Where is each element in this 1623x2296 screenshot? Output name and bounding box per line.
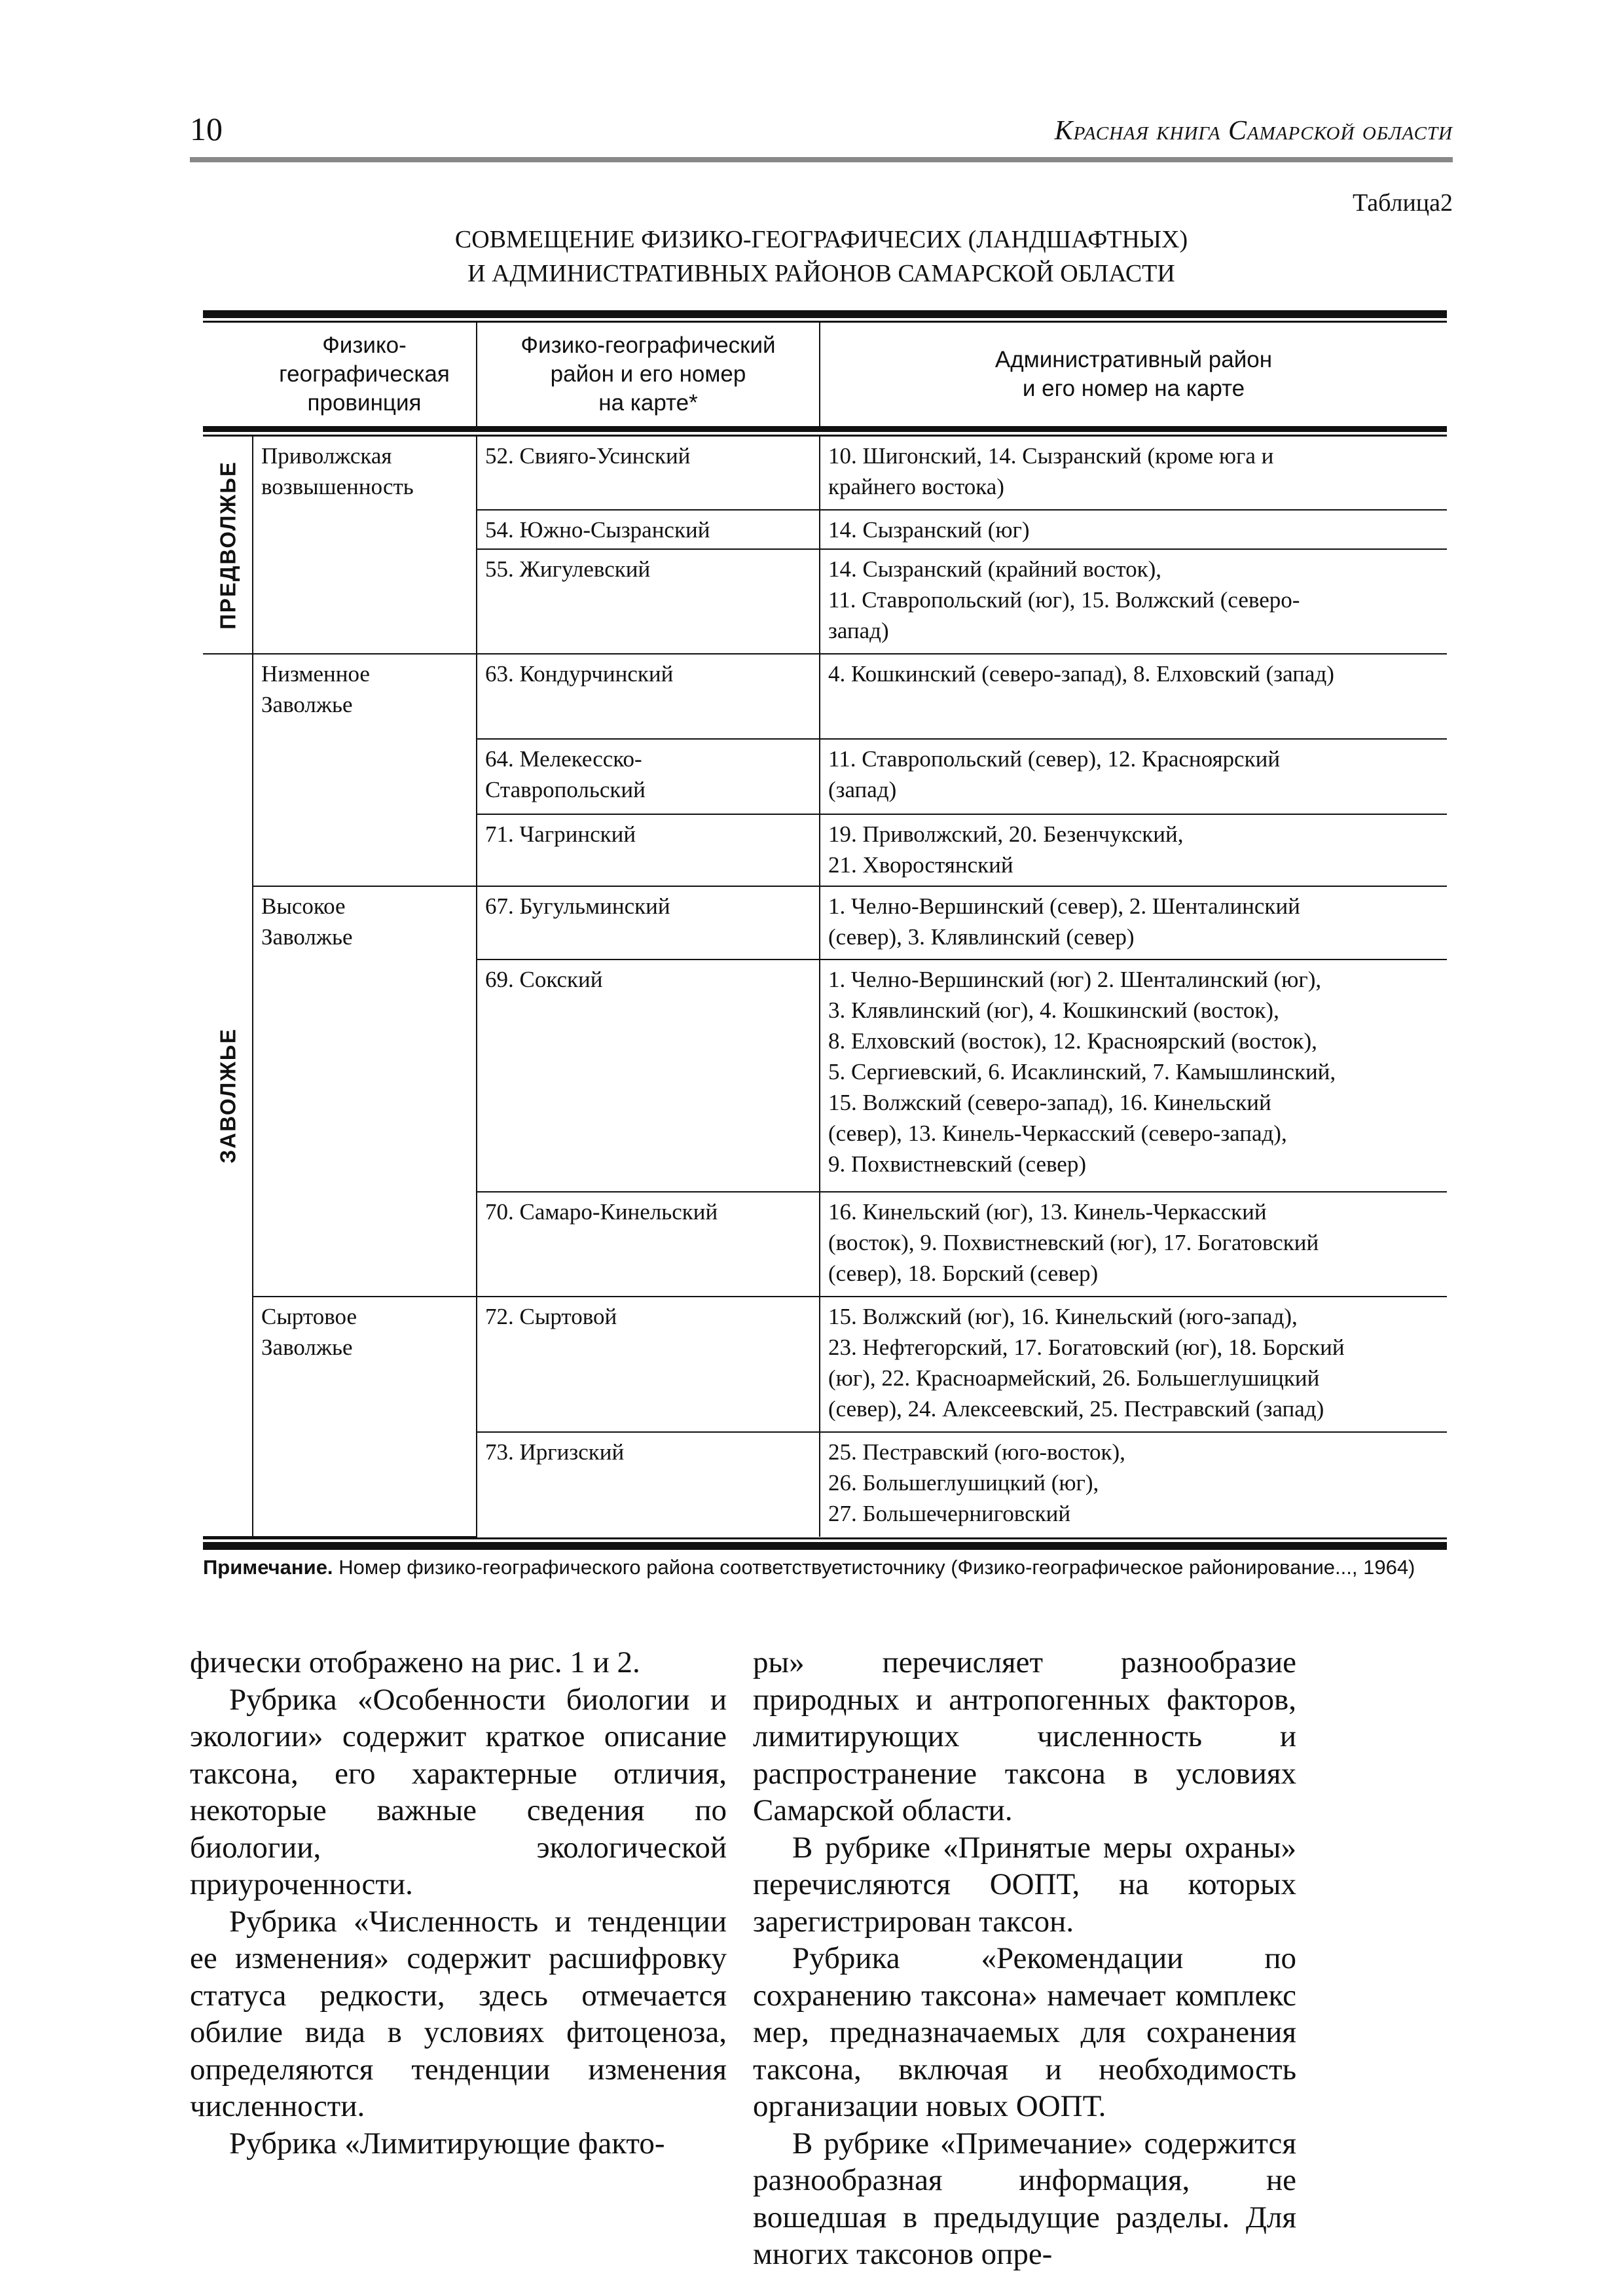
admin-cell: 19. Приволжский, 20. Безенчукский, 21. Хворостянский xyxy=(820,814,1447,886)
header-zone xyxy=(203,323,253,426)
admin-cell: 11. Ставропольский (север), 12. Красноярский (запад) xyxy=(820,739,1447,814)
paragraph: Рубрика «Особенности биологии и экологии» содержит краткое описание таксона, его характерные отличия, некоторые важные сведения по биологии, экологической приуроченности. xyxy=(190,1682,727,1901)
header-rule xyxy=(190,157,1453,162)
paragraph: Рубрика «Лимитирующие факто- xyxy=(229,2126,665,2161)
zone-cell-zavolzhye xyxy=(203,654,253,1537)
table-top-rule xyxy=(203,310,1447,318)
province-cell: Приволжская возвышенность xyxy=(253,437,477,654)
province-cell: Высокое Заволжье xyxy=(253,886,477,1297)
table-bottom-rule-thin xyxy=(203,1537,1447,1539)
region-cell: 63. Кондурчинский xyxy=(477,654,820,739)
admin-cell: 10. Шигонский, 14. Сызранский (кроме юга и крайнего востока) xyxy=(820,437,1447,510)
region-cell: 54. Южно-Сызранский xyxy=(477,510,820,549)
paragraph: В рубрике «Примечание» содержится разнообразная информация, не вошедшая в предыдущие разделы. Для многих таксонов опре- xyxy=(753,2126,1296,2271)
page-number: 10 xyxy=(190,111,223,147)
table-row xyxy=(203,1297,1447,1432)
zone-label: ЗАВОЛЖЬЕ xyxy=(215,1027,240,1164)
header-region: Физико-географический район и его номер на карте* xyxy=(477,323,820,426)
zone-label: ПРЕДВОЛЖЬЕ xyxy=(215,460,240,630)
table-grid xyxy=(203,323,1447,426)
province-cell: Сыртовое Заволжье xyxy=(253,1297,477,1537)
table-header-row xyxy=(203,323,1447,426)
admin-cell: 16. Кинельский (юг), 13. Кинель-Черкасский (восток), 9. Похвистневский (юг), 17. Богатовский (север), 18. Борский (север) xyxy=(820,1192,1447,1297)
region-cell: 73. Иргизский xyxy=(477,1432,820,1537)
region-cell: 69. Сокский xyxy=(477,960,820,1192)
data-table xyxy=(203,310,1447,1550)
table-label: Таблица2 xyxy=(1352,189,1453,217)
admin-cell: 1. Челно-Вершинский (юг) 2. Шенталинский (юг), 3. Клявлинский (юг), 4. Кошкинский (восток), 8. Елховский (восток), 12. Красноярский (восток), 5. Сергиевский, 6. Исаклинский, 7. Камышлинский, 15. Волжский (северо-запад), 16. Кинельский (север), 13. Кинель-Черкасский (северо-запад), 9. Похвистневский (север) xyxy=(820,960,1447,1192)
region-cell: 52. Свияго-Усинский xyxy=(477,437,820,510)
body-column-right xyxy=(753,1644,1296,2273)
region-cell: 70. Самаро-Кинельский xyxy=(477,1192,820,1297)
admin-cell: 14. Сызранский (крайний восток), 11. Ставропольский (юг), 15. Волжский (северо- запад) xyxy=(820,549,1447,654)
header-province: Физико- географическая провинция xyxy=(253,323,477,426)
header-rule-thick xyxy=(203,426,1447,432)
region-cell: 55. Жигулевский xyxy=(477,549,820,654)
table-note xyxy=(203,1554,1459,1581)
table-bottom-rule xyxy=(203,1542,1447,1550)
region-cell: 67. Бугульминский xyxy=(477,886,820,960)
header-admin: Административный район и его номер на карте xyxy=(820,323,1447,426)
paragraph: В рубрике «Принятые меры охраны» перечисляются ООПТ, на которых зарегистрирован таксон. xyxy=(753,1830,1296,1939)
admin-cell: 14. Сызранский (юг) xyxy=(820,510,1447,549)
table-row xyxy=(203,437,1447,510)
paragraph: ры» перечисляет разнообразие природных и антропогенных факторов, лимитирующих численность и распространение таксона в условиях Самарской области. xyxy=(753,1645,1296,1827)
table-title xyxy=(190,223,1453,291)
table-body xyxy=(203,437,1447,1537)
region-cell: 72. Сыртовой xyxy=(477,1297,820,1432)
province-cell: Низменное Заволжье xyxy=(253,654,477,886)
region-cell: 64. Мелекесско- Ставропольский xyxy=(477,739,820,814)
paragraph: фически отображено на рис. 1 и 2. xyxy=(190,1645,640,1679)
body-column-left xyxy=(190,1644,727,2162)
note-label: Примечание. xyxy=(203,1556,333,1579)
running-title: Красная книга Самарской области xyxy=(1054,116,1453,146)
admin-cell: 4. Кошкинский (северо-запад), 8. Елховский (запад) xyxy=(820,654,1447,739)
paragraph: Рубрика «Численность и тенденции ее изменения» содержит расшифровку статуса редкости, здесь отмечается обилие вида в условиях фитоценоза, определяются тенденции изменения численности. xyxy=(190,1904,727,2123)
paragraph: Рубрика «Рекомендации по сохранению таксона» намечает комплекс мер, предназначаемых для сохранения таксона, включая и необходимость организации новых ООПТ. xyxy=(753,1941,1296,2123)
admin-cell: 15. Волжский (юг), 16. Кинельский (юго-запад), 23. Нефтегорский, 17. Богатовский (юг), 18. Борский (юг), 22. Красноармейский, 26. Большеглушицкий (север), 24. Алексеевский, 25. Пестравский (запад) xyxy=(820,1297,1447,1432)
region-cell: 71. Чагринский xyxy=(477,814,820,886)
table-title-line: СОВМЕЩЕНИЕ ФИЗИКО-ГЕОГРАФИЧЕСИХ (ЛАНДШАФТНЫХ) xyxy=(454,226,1188,253)
note-text: Номер физико-географического района соответствуетисточнику (Физико-географическое районирование..., 1964) xyxy=(338,1556,1415,1579)
zone-cell-predvolzhye xyxy=(203,437,253,654)
table-title-line: И АДМИНИСТРАТИВНЫХ РАЙОНОВ САМАРСКОЙ ОБЛАСТИ xyxy=(467,260,1175,287)
table-row xyxy=(203,886,1447,960)
table-row xyxy=(203,654,1447,739)
admin-cell: 1. Челно-Вершинский (север), 2. Шенталинский (север), 3. Клявлинский (север) xyxy=(820,886,1447,960)
admin-cell: 25. Пестравский (юго-восток), 26. Большеглушицкий (юг), 27. Большечерниговский xyxy=(820,1432,1447,1537)
